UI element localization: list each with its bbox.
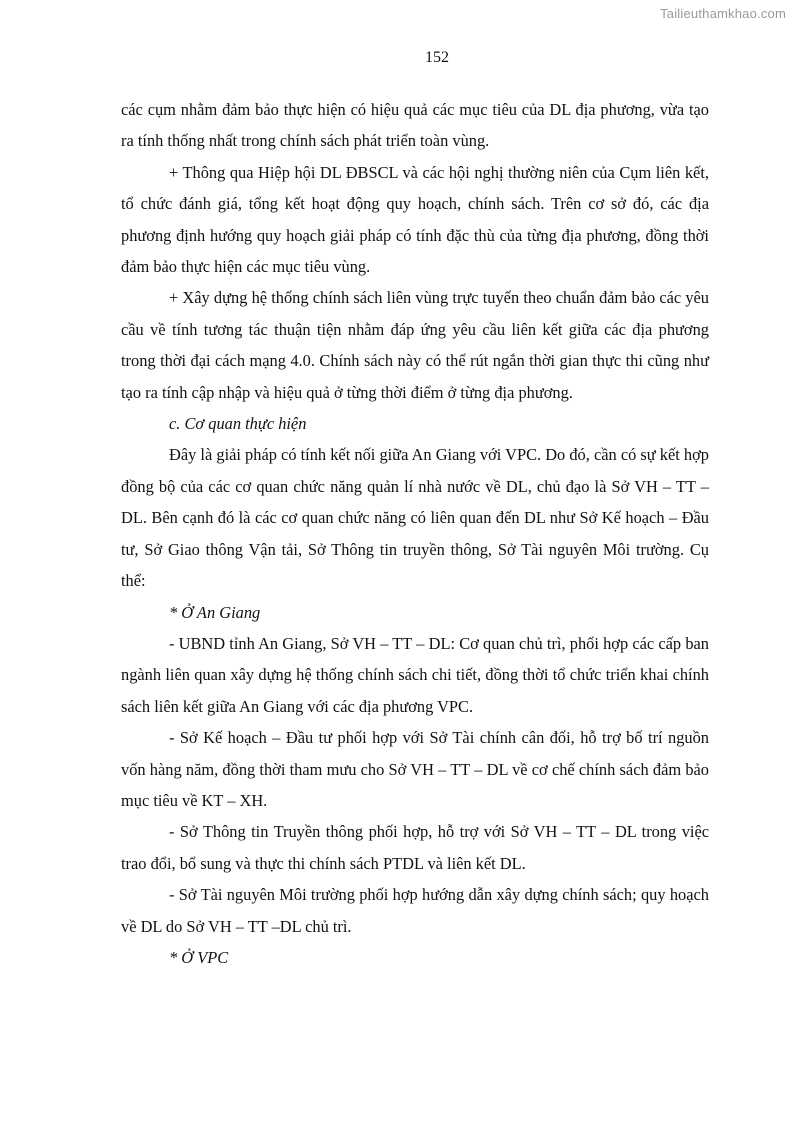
subheading-vpc: * Ở VPC <box>169 947 229 967</box>
paragraph-intro-agencies: Đây là giải pháp có tính kết nối giữa An Giang với VPC. Do đó, cần có sự kết hợp đồng bộ của các cơ quan chức năng quản lí nhà nước về DL, chủ đạo là Sở VH – TT – DL. Bên cạnh đó là các cơ quan chức năng có liên quan đến DL như Sở Kế hoạch – Đầu tư, Sở Giao thông Vận tải, Sở Thông tin truyền thông, Sở Tài nguyên Môi trường. Cụ thể: <box>121 445 709 591</box>
document-body <box>121 94 709 973</box>
page-number: 152 <box>425 49 449 66</box>
paragraph-natural-resources: - Sở Tài nguyên Môi trường phối hợp hướng dẫn xây dựng chính sách; quy hoạch về DL do Sở VH – TT –DL chủ trì. <box>121 885 709 936</box>
paragraph-planning-investment: - Sở Kế hoạch – Đầu tư phối hợp với Sở Tài chính cân đối, hỗ trợ bố trí nguồn vốn hàng năm, đồng thời tham mưu cho Sở VH – TT – DL về cơ chế chính sách đảm bảo mục tiêu về KT – XH. <box>121 728 709 810</box>
paragraph-continuation: các cụm nhằm đảm bảo thực hiện có hiệu quả các mục tiêu của DL địa phương, vừa tạo ra tính thống nhất trong chính sách phát triển toàn vùng. <box>121 100 709 151</box>
paragraph-information-communication: - Sở Thông tin Truyền thông phối hợp, hỗ trợ với Sở VH – TT – DL trong việc trao đổi, bổ sung và thực thi chính sách PTDL và liên kết DL. <box>121 822 709 873</box>
paragraph-bullet-online-policy: + Xây dựng hệ thống chính sách liên vùng trực tuyến theo chuẩn đảm bảo các yêu cầu về tính tương tác thuận tiện nhằm đáp ứng yêu cầu liên kết giữa các địa phương trong thời đại cách mạng 4.0. Chính sách này có thể rút ngắn thời gian thực thi cũng như tạo ra tính cập nhập và hiệu quả ở từng thời điểm ở từng địa phương. <box>121 288 709 402</box>
paragraph-bullet-association: + Thông qua Hiệp hội DL ĐBSCL và các hội nghị thường niên của Cụm liên kết, tổ chức đánh giá, tổng kết hoạt động quy hoạch, chính sách. Trên cơ sở đó, các địa phương định hướng quy hoạch giải pháp có tính đặc thù của từng địa phương, đồng thời đảm bảo thực hiện các mục tiêu vùng. <box>121 162 709 277</box>
section-heading-implementing-agency: c. Cơ quan thực hiện <box>169 414 307 434</box>
watermark: Tailieuthamkhao.com <box>660 6 786 21</box>
subheading-an-giang: * Ở An Giang <box>169 602 261 622</box>
paragraph-ubnd: - UBND tỉnh An Giang, Sở VH – TT – DL: Cơ quan chủ trì, phối hợp các cấp ban ngành liên quan xây dựng hệ thống chính sách chi tiết, đồng thời tổ chức triển khai chính sách liên kết giữa An Giang với các địa phương VPC. <box>121 633 709 716</box>
